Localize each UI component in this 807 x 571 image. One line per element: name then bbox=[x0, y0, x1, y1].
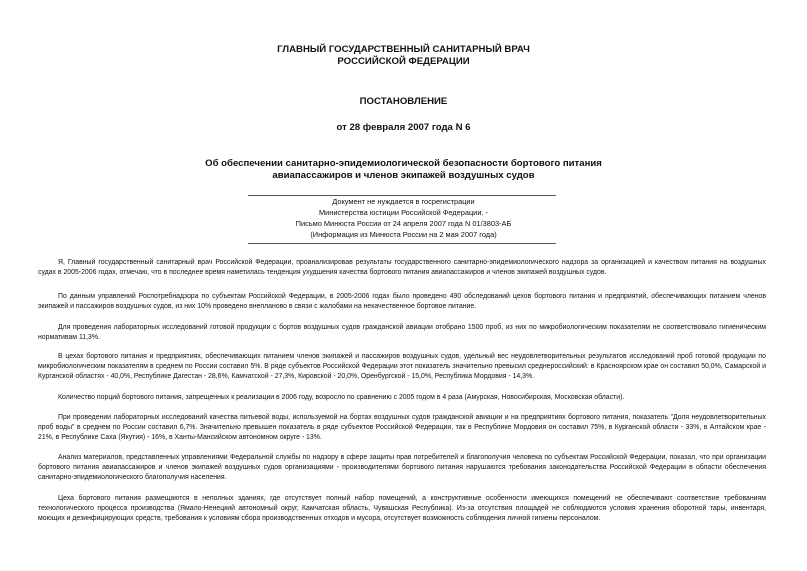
registration-line-1: Документ не нуждается в госрегистрации bbox=[332, 197, 475, 206]
issuer-line-2: РОССИЙСКОЙ ФЕДЕРАЦИИ bbox=[337, 56, 470, 67]
paragraph-2: По данным управлений Роспотребнадзора по субъектам Российской Федерации, в 2005-2006 годах было проведено 490 обследований цехов бортового питания и предприятий, обеспечивающих питанием членов экипажей и пассажиров воздушных судов, из них 10% проведено внепланово в связи с жалобами на некачественное бортовое питание. bbox=[38, 293, 766, 311]
registration-note bbox=[0, 196, 807, 240]
paragraph-7: Анализ материалов, представленных управлениями Федеральной службы по надзору в сфере защиты прав потребителей и благополучия человека по субъектам Российской Федерации, показал, что при организации бортового питания авиапассажиров и членов экипажей воздушных судов организациями - производителями бортового питания нарушаются требования законодательства Российской Федерации в области обеспечения санитарно-эпидемиологического благополучия населения. bbox=[38, 454, 766, 482]
paragraph-1: Я, Главный государственный санитарный врач Российской Федерации, проанализировав результаты государственного санитарно-эпидемиологического надзора за организацией и качеством питания на воздушных судах в 2005-2006 годах, отмечаю, что в последнее время наметилась тенденция ухудшения качества бортового питания авиапассажиров и членов экипажей воздушных судов. bbox=[38, 259, 766, 277]
issuer-line-1: ГЛАВНЫЙ ГОСУДАРСТВЕННЫЙ САНИТАРНЫЙ ВРАЧ bbox=[277, 44, 530, 55]
registration-line-3: Письмо Минюста России от 24 апреля 2007 года N 01/3803-АБ bbox=[295, 219, 512, 228]
paragraph-5: Количество порций бортового питания, запрещенных к реализации в 2006 году, возросло по сравнению с 2005 годом в 4 раза (Амурская, Новосибирская, Московская области). bbox=[58, 394, 625, 401]
document-date: от 28 февраля 2007 года N 6 bbox=[336, 122, 471, 133]
document-type: ПОСТАНОВЛЕНИЕ bbox=[359, 96, 448, 107]
paragraph-8: Цеха бортового питания размещаются в неполных зданиях, где отсутствует полный набор помещений, а конструктивные особенности имеющихся помещений не обеспечивают соответствие требованиям технологического процесса производства (Ямало-Ненецкий автономный округ, Камчатская область, Чувашская Республика). Из-за отсутствия площадей не соблюдаются условия хранения оборотной тары, инвентаря, моющих и дезинфицирующих средств, требования к условиям сбора производственных отходов и мусора, отсутствует возможность соблюдения личной гигиены персоналом. bbox=[38, 495, 766, 523]
registration-line-4: (Информация из Минюста России на 2 мая 2007 года) bbox=[310, 230, 497, 239]
paragraph-4: В цехах бортового питания и предприятиях, обеспечивающих питанием членов экипажей и пассажиров воздушных судов, удельный вес неудовлетворительных результатов исследований проб готовой продукции по микробиологическим показателям в среднем по России составил 5%. В ряде субъектов Российской Федерации этот показатель значительно превысил среднероссийский: в Красноярском крае он составил 50,0%, Самарской и Курганской областях - 40,0%, Республике Дагестан - 28,6%, Камчатской - 27,3%, Кировской - 20,0%, Оренбургской - 15,0%, Республика Мордовия - 14,3%. bbox=[38, 353, 766, 381]
title-line-2: авиапассажиров и членов экипажей воздушных судов bbox=[272, 170, 535, 181]
paragraph-3: Для проведения лабораторных исследований готовой продукции с бортов воздушных судов гражданской авиации отобрано 1500 проб, из них по микробиологическим показателям не соответствовало гигиеническим нормативам 11,3%. bbox=[38, 324, 766, 342]
title-line-1: Об обеспечении санитарно-эпидемиологической безопасности бортового питания bbox=[205, 158, 602, 169]
paragraph-6: При проведении лабораторных исследований качества питьевой воды, используемой на бортах воздушных судов гражданской авиации и на предприятиях бортового питания, показатель "Доля неудовлетворительных проб воды" в среднем по России составил 6,7%. Значительно превышен показатель в ряде субъектов Российской Федерации, так в Республике Мордовия он составил 75%, в Курганской области - 33%, в Алтайском крае - 21%, в Республике Саха (Якутия) - 16%, в Ханты-Мансийском автономном округе - 13%. bbox=[38, 414, 766, 442]
registration-line-2: Министерства юстиции Российской Федерации. - bbox=[318, 208, 489, 217]
bottom-divider bbox=[248, 243, 556, 244]
document-title bbox=[0, 158, 807, 182]
issuer-header bbox=[0, 44, 807, 68]
